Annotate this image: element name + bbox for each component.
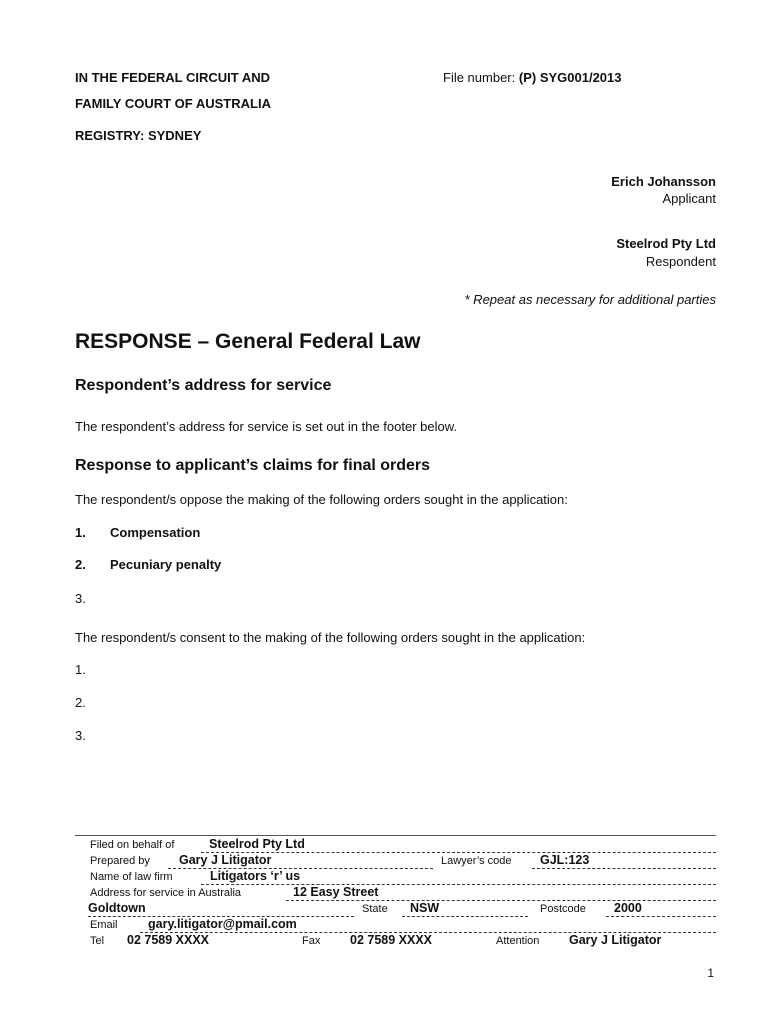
file-number xyxy=(443,70,622,85)
tel-label: Tel xyxy=(90,935,105,947)
parties-note: * Repeat as necessary for additional parties xyxy=(464,292,716,307)
court-name-line1: IN THE FEDERAL CIRCUIT AND xyxy=(75,70,270,85)
respondent-role: Respondent xyxy=(645,254,716,269)
attention-value: Gary J Litigator xyxy=(569,933,662,947)
email-value: gary.litigator@pmail.com xyxy=(148,917,297,931)
footer-rule xyxy=(75,835,716,836)
law-firm-value: Litigators ‘r’ us xyxy=(210,869,301,883)
section-text-address: The respondent’s address for service is set out in the footer below. xyxy=(75,419,458,434)
consent-item-3-number: 3. xyxy=(75,728,86,743)
oppose-item-2-text: Pecuniary penalty xyxy=(110,557,222,572)
oppose-item-3-number: 3. xyxy=(75,591,86,606)
file-number-label: File number: xyxy=(443,70,516,85)
consent-intro: The respondent/s consent to the making of the following orders sought in the application: xyxy=(75,630,586,645)
respondent-name: Steelrod Pty Ltd xyxy=(616,236,716,251)
oppose-item-2-number: 2. xyxy=(75,557,86,572)
oppose-item-1-number: 1. xyxy=(75,525,86,540)
file-number-value: (P) SYG001/2013 xyxy=(518,70,622,85)
address-line xyxy=(286,900,716,901)
oppose-item-1-text: Compensation xyxy=(110,525,201,540)
consent-item-1-number: 1. xyxy=(75,662,86,677)
fax-label: Fax xyxy=(302,935,321,947)
consent-item-2-number: 2. xyxy=(75,695,86,710)
filed-on-behalf-line xyxy=(201,852,716,853)
section-heading-address: Respondent’s address for service xyxy=(75,377,332,394)
court-name-line2: FAMILY COURT OF AUSTRALIA xyxy=(75,96,271,111)
lawyers-code-line xyxy=(532,868,716,869)
document-title: RESPONSE – General Federal Law xyxy=(75,330,421,353)
filed-on-behalf-label: Filed on behalf of xyxy=(90,839,175,851)
filed-on-behalf-value: Steelrod Pty Ltd xyxy=(209,837,305,851)
state-value: NSW xyxy=(410,901,440,915)
postcode-line xyxy=(606,916,716,917)
page-number: 1 xyxy=(707,966,714,980)
address-label: Address for service in Australia xyxy=(90,887,242,899)
lawyers-code-label: Lawyer’s code xyxy=(441,855,512,867)
tel-value: 02 7589 XXXX xyxy=(127,933,210,947)
law-firm-label: Name of law firm xyxy=(90,871,173,883)
prepared-by-value: Gary J Litigator xyxy=(179,853,272,867)
prepared-by-line xyxy=(168,868,433,869)
law-firm-line xyxy=(201,884,716,885)
postcode-label: Postcode xyxy=(540,903,586,915)
email-label: Email xyxy=(90,919,118,931)
state-label: State xyxy=(362,903,388,915)
suburb-value: Goldtown xyxy=(88,901,146,915)
applicant-role: Applicant xyxy=(662,191,716,206)
fax-value: 02 7589 XXXX xyxy=(350,933,433,947)
oppose-intro: The respondent/s oppose the making of the following orders sought in the application: xyxy=(75,492,568,507)
applicant-name: Erich Johansson xyxy=(611,174,716,189)
prepared-by-label: Prepared by xyxy=(90,855,150,867)
state-line xyxy=(402,916,528,917)
address-value: 12 Easy Street xyxy=(293,885,379,899)
lawyers-code-value: GJL:123 xyxy=(540,853,590,867)
section-heading-response: Response to applicant’s claims for final orders xyxy=(75,457,431,474)
attention-label: Attention xyxy=(496,935,540,947)
registry: REGISTRY: SYDNEY xyxy=(75,128,202,143)
postcode-value: 2000 xyxy=(614,901,642,915)
